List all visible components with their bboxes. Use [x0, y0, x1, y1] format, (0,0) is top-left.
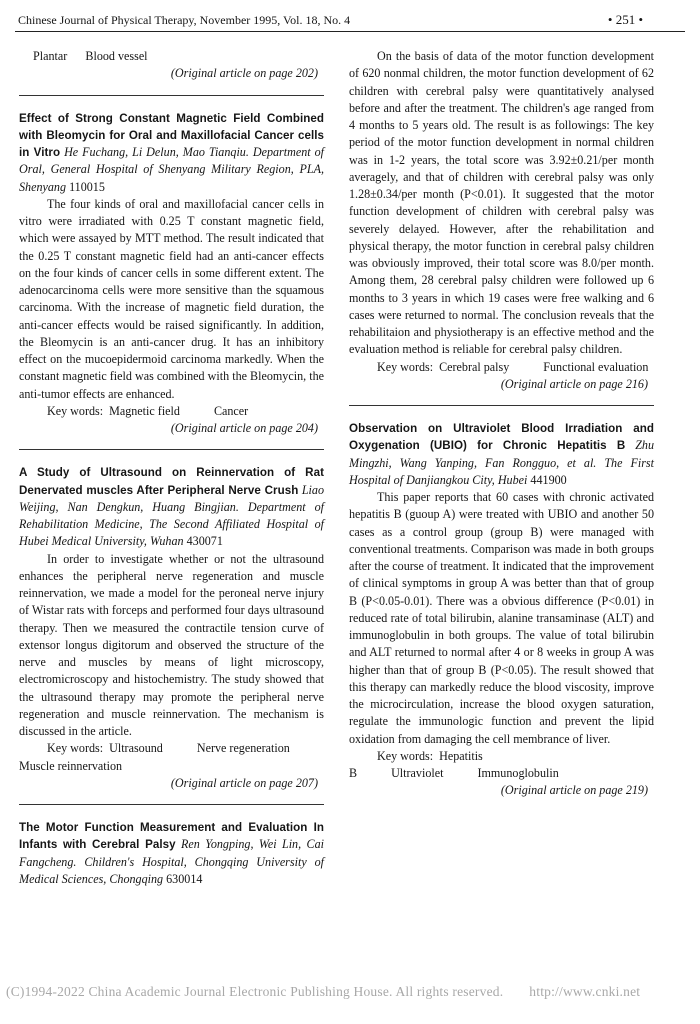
running-header: [15, 11, 685, 32]
article-keywords-cont: Muscle reinnervation: [19, 758, 123, 773]
article-ref: (Original article on page 219): [500, 783, 648, 798]
article-abstract: [19, 110, 324, 438]
article-abstract-text: The four kinds of oral and maxillofacial cancer cells in vitro were irradiated with 0.25 T constant magnetic field, which were assayed by MTT method. The result indicated that the 0.25 T constant magnetic field had an anti-cancer effects on the four kinds of cancer cells in some different extent. The adenocarcinoma cells were more sensitive than the squamous carcinoma. With the increase of magnetic field duration, the anti-cancer effects would be raised significantly. In addition, the Bleomycin is an anti-cancer drug. It has an inhibitory effect on the mucoepidermoid carcinoma markedly. When the constant magnetic field was combined with the Bleomycin, the anti-tumor effects are enhanced.: [19, 196, 324, 401]
copyright-footer: [6, 983, 700, 1000]
article-abstract: [349, 420, 654, 800]
journal-running-title: Chinese Journal of Physical Therapy, November 1995, Vol. 18, No. 4: [18, 13, 351, 27]
article-postcode: 441900: [530, 472, 567, 487]
article-ref: (Original article on page 204): [170, 421, 318, 435]
article-ref: (Original article on page 216): [500, 376, 648, 391]
article-abstract-text: This paper reports that 60 cases with chronic activated hepatitis B (guoup A) were treated with UBIO and another 50 cases as a control group (group B) were managed with conventional treatments. Comparison was made in both groups after the course of treatment. It indicated that the improvement of clinical symptoms in group A was better than that of group B (P<0.05-0.01). There was a obvious difference (P<0.01) in reduced rate of total bilirubin, alanine transaminase (ALT) and immunoglobulin in both groups. The value of total bilirubin and ALT returned to normal after 4 or 8 weeks in group A was higher than that of group B (P<0.05). The result showed that this therapy can markedly reduce the blood viscosity, improve the microcirculation, increase the blood oxygen saturation, regulate the immunologic function and prevent the lipid oxidation from damaging the cell membrance of liver.: [349, 490, 654, 746]
article-keywords: Key words: Hepatitis B Ultraviolet Immunoglobulin: [349, 748, 559, 780]
divider: [19, 95, 324, 96]
article-abstract: [349, 48, 654, 393]
article-authors: He Fuchang, Li Delun, Mao Tianqiu. Department of Oral, General Hospital of Shenyang Military Region, PLA, Shenyang: [19, 145, 324, 194]
article-abstract-text: In order to investigate whether or not the ultrasound enhances the peripheral nerve regeneration and muscle reinnervation, we made a model for the peroneal nerve injury of Wistar rats with forceps and performed four days ultrasound therapy. Then we measured the contractile tension curve of extensor longus digitorum and observed the structure of the nerve and muscles by means of light microscopy, electromicroscopy and histochemistry. The study showed that the ultrasound therapy may promote the peripheral nerve regeneration and muscle reinnervation. The mechanism is discussed in the article.: [19, 551, 324, 738]
article-postcode: 630014: [166, 871, 203, 886]
article-title: Observation on Ultraviolet Blood Irradiation and Oxygenation (UBIO) for Chronic Hepatitis B: [349, 422, 654, 453]
page-number: • 251 •: [607, 12, 643, 27]
article-keywords: Key words: Cerebral palsy Functional evaluation: [377, 359, 649, 374]
divider: [19, 804, 324, 805]
article-abstract: [19, 819, 324, 888]
article-abstract-text: On the basis of data of the motor function development of 620 nonmal children, the motor function development of 62 children with cerebral palsy were quantitatively analysed before and after the treatment. The children's age ranged from 4 months to 5 years old. The result is as followings: The key period of the motor function development in normal children was in 1-2 years, the total score was 3.92±0.21/per month averagely, and that of children with cerebral palsy was only 1.28±0.34/per month (P<0.01). It suggested that the motor function development of children with cerebral palsy was severely delayed. However, after the rehabilitation and physical therapy, the motor function in cerebral palsy children was obviously improved, their total score was 8.0/per month. Among them, 28 cerebral palsy children were followed up 6 months to 3 years in which 19 cases were free walking and 6 cases were returned to normal. The conclusion reveals that the rehabilitaion and physiotherapy is an effective method and the evaluation method is reliable for cerebral palsy children.: [349, 49, 654, 357]
article-title: A Study of Ultrasound on Reinnervation of Rat Denervated muscles After Peripheral Nerve Crush: [19, 466, 324, 497]
article-postcode: 110015: [69, 179, 105, 194]
article-ref: (Original article on page 207): [170, 775, 318, 790]
article-authors: Ren Yongping, Wei Lin, Cai Fangcheng. Children's Hospital, Chongqing University of Medical Sciences, Chongqing: [19, 837, 324, 886]
footer-url[interactable]: http://www.cnki.net: [529, 984, 641, 999]
divider: [19, 449, 324, 450]
article-title: The Motor Function Measurement and Evaluation In Infants with Cerebral Palsy: [19, 821, 324, 852]
carryover-keywords: Plantar Blood vessel: [33, 49, 148, 63]
divider: [349, 405, 654, 406]
article-keywords: Key words: Ultrasound Nerve regeneration: [47, 741, 290, 756]
copyright-text: (C)1994-2022 China Academic Journal Electronic Publishing House. All rights reserved.: [6, 984, 504, 999]
right-column: [349, 48, 654, 800]
article-postcode: 430071: [186, 534, 223, 549]
article-keywords: Key words: Magnetic field Cancer: [47, 403, 249, 418]
article-authors: Zhu Mingzhi, Wang Yanping, Fan Rongguo, et al. The First Hospital of Danjiangkou City, Hubei: [349, 438, 655, 487]
article-authors: Liao Weijing, Nan Dengkun, Huang Bingjian. Department of Rehabilitation Medicine, The Second Affiliated Hospital of Hubei Medical University, Wuhan: [19, 482, 324, 549]
carryover-ref: (Original article on page 202): [170, 66, 318, 81]
left-column: [19, 48, 324, 888]
article-title: Effect of Strong Constant Magnetic Field Combined with Bleomycin for Oral and Maxillofacial Cancer cells in Vitro: [19, 111, 324, 159]
article-abstract: [19, 464, 324, 792]
